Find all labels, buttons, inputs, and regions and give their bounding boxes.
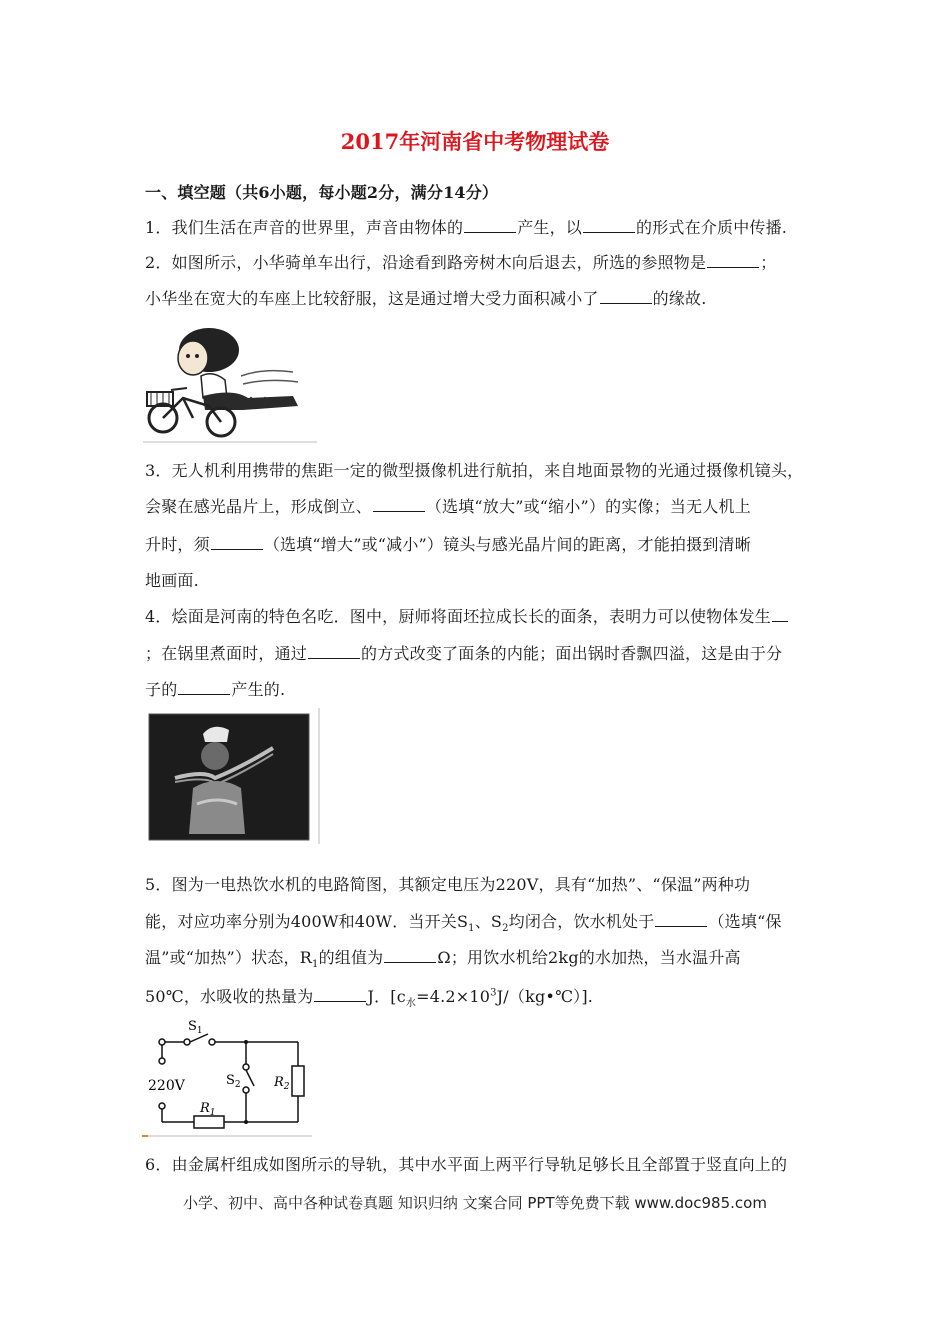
answer-blank (707, 253, 759, 268)
q1-text-a: 1．我们生活在声音的世界里，声音由物体的 (145, 218, 464, 237)
q5-text-j: =4.2×10 (416, 987, 491, 1006)
resistor-r2 (292, 1066, 304, 1096)
q2-text-c: 小华坐在宽大的车座上比较舒服，这是通过增大受力面积减小了 (145, 289, 599, 308)
label-s2: $S_2$ (226, 1073, 241, 1090)
subscript: 1 (312, 959, 319, 971)
question-4-line-2 (145, 641, 782, 664)
q4-text-e: 产生的. (231, 680, 286, 699)
subscript: 1 (468, 923, 475, 935)
q1-text-b: 产生，以 (517, 218, 582, 237)
q3-text-c: 升时，须 (145, 535, 210, 554)
q4-text-b: ；在锅里煮面时，通过 (145, 644, 308, 663)
q1-text-c: 的形式在介质中传播. (636, 218, 788, 237)
question-3-line-4: 地画面. (145, 571, 199, 590)
answer-blank (308, 644, 360, 659)
question-5-line-1: 5．图为一电热饮水机的电路简图，其额定电压为220V，具有“加热”、“保温”两种功 (145, 875, 751, 894)
circuit-diagram (142, 1014, 318, 1140)
answer-blank (464, 218, 516, 233)
question-2-line-2 (145, 286, 707, 309)
q4-text-c: 的方式改变了面条的内能；面出锅时香飘四溢，这是由于分 (361, 644, 783, 663)
label-s1: $S_1$ (188, 1019, 203, 1036)
q2-text-d: 的缘故. (652, 289, 707, 308)
answer-blank (583, 218, 635, 233)
answer-blank (655, 912, 707, 927)
q4-text-d: 子的 (145, 680, 178, 699)
q5-text-d: （选填“保 (708, 912, 782, 931)
question-4-line-1 (145, 604, 789, 627)
answer-blank (211, 535, 263, 550)
page-footer: 小学、初中、高中各种试卷真题 知识归纳 文案合同 PPT等免费下载 www.doc985.com (183, 1194, 767, 1212)
label-voltage: 220V (148, 1078, 185, 1094)
q5-text-g: Ω；用饮水机给2kg的水加热，当水温升高 (437, 948, 741, 967)
question-3-line-2 (145, 494, 751, 517)
q5-text-b: 、S (474, 912, 503, 931)
q5-text-k: J/（kg•℃）]. (496, 987, 594, 1006)
q3-text-b: （选填“放大”或“缩小”）的实像；当无人机上 (425, 497, 751, 516)
label-r2: $R_2$ (274, 1075, 290, 1092)
q5-text-i: J．[c (367, 987, 406, 1006)
subscript: 水 (405, 998, 417, 1010)
question-5-line-4 (145, 984, 593, 1009)
bicycle-rider-figure (143, 318, 319, 444)
question-2-line-1 (145, 250, 776, 273)
answer-blank (772, 607, 788, 622)
question-3-line-1: 3．无人机利用携带的焦距一定的微型摄像机进行航拍，来自地面景物的光通过摄像机镜头， (145, 461, 804, 480)
noodle-chef-photo (145, 708, 323, 844)
question-5-line-3 (145, 945, 741, 970)
page-title: 2017年河南省中考物理试卷 (340, 129, 610, 154)
superscript: 3 (490, 987, 497, 999)
answer-blank (178, 680, 230, 695)
q3-text-a: 会聚在感光晶片上，形成倒立、 (145, 497, 372, 516)
answer-blank (600, 289, 652, 304)
label-r1: $R_1$ (200, 1101, 216, 1118)
q3-text-d: （选填“增大”或“减小”）镜头与感光晶片间的距离，才能拍摄到清晰 (263, 535, 751, 554)
switch-s2 (246, 1070, 254, 1086)
q5-text-c: 均闭合，饮水机处于 (508, 912, 655, 931)
q5-text-e: 温”或“加热”）状态，R (145, 948, 312, 967)
question-1 (145, 215, 787, 238)
question-6-line-1: 6．由金属杆组成如图所示的导轨，其中水平面上两平行导轨足够长且全部置于竖直向上的 (145, 1155, 788, 1174)
q5-text-a: 能，对应功率分别为400W和40W．当开关S (145, 912, 469, 931)
answer-blank (384, 948, 436, 963)
q5-text-f: 的组值为 (318, 948, 384, 967)
q5-text-h: 50℃，水吸收的热量为 (145, 987, 314, 1006)
answer-blank (373, 497, 425, 512)
question-5-line-2 (145, 909, 782, 934)
q2-text-a: 2．如图所示，小华骑单车出行，沿途看到路旁树木向后退去，所选的参照物是 (145, 253, 707, 272)
question-3-line-3 (145, 532, 751, 555)
q2-text-b: ； (760, 253, 777, 272)
q4-text-a: 4．烩面是河南的特色名吃．图中，厨师将面坯拉成长长的面条，表明力可以使物体发生 (145, 607, 771, 626)
subscript: 2 (502, 923, 509, 935)
section-heading: 一、填空题（共6小题，每小题2分，满分14分） (145, 183, 499, 202)
question-4-line-3 (145, 677, 285, 700)
answer-blank (314, 987, 366, 1002)
